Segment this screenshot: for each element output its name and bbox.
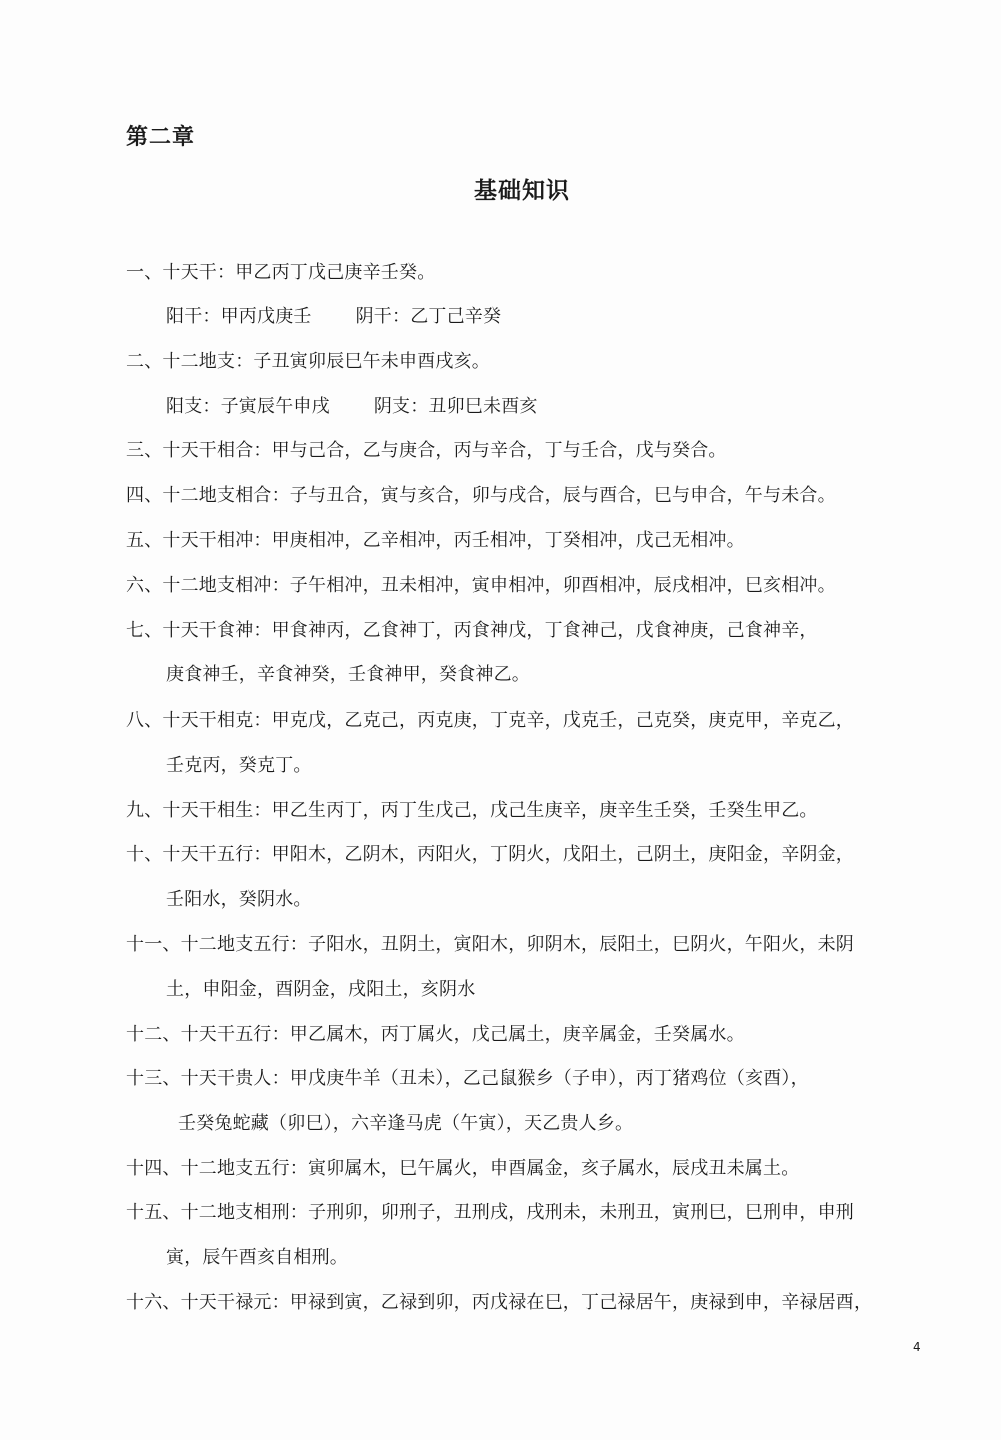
text-line-16: 十一、十二地支五行：子阳水，丑阴土，寅阳木，卯阴木，辰阳土，巳阴火，午阳火，未阴: [126, 934, 854, 955]
text-line-8: 六、十二地支相冲：子午相冲，丑未相冲，寅申相冲，卯酉相冲，辰戌相冲，巳亥相冲。: [126, 575, 836, 596]
text-line-1: 一、十天干：甲乙丙丁戊己庚辛壬癸。: [126, 262, 436, 283]
text-line-17: 土，申阳金，酉阴金，戌阳土，亥阴水: [166, 979, 476, 1000]
text-line-10: 庚食神壬，辛食神癸，壬食神甲，癸食神乙。: [166, 664, 530, 685]
yang-branches: 阳支：子寅辰午申戌: [166, 396, 330, 417]
yin-branches: 阴支：丑卯巳未酉亥: [373, 396, 538, 417]
text-line-14: 十、十天干五行：甲阳木，乙阴木，丙阳火，丁阴火，戊阳土，己阴土，庚阳金，辛阴金，: [126, 844, 854, 865]
text-line-5: 三、十天干相合：甲与己合，乙与庚合，丙与辛合，丁与壬合，戊与癸合。: [126, 440, 727, 461]
text-line-22: 十五、十二地支相刑：子刑卯，卯刑子，丑刑戌，戌刑未，未刑丑，寅刑巳，巳刑申，申刑: [126, 1202, 854, 1223]
text-line-15: 壬阳水，癸阴水。: [166, 889, 312, 910]
text-line-20: 壬癸兔蛇藏（卯巳），六辛逢马虎（午寅），天乙贵人乡。: [178, 1113, 634, 1134]
text-line-2: [166, 302, 501, 328]
text-line-7: 五、十天干相冲：甲庚相冲，乙辛相冲，丙壬相冲，丁癸相冲，戊己无相冲。: [126, 530, 745, 551]
chapter-heading: 第二章: [126, 125, 196, 150]
section-title: 基础知识: [474, 178, 570, 204]
text-line-12: 壬克丙，癸克丁。: [166, 755, 312, 776]
text-line-21: 十四、十二地支五行：寅卯属木，巳午属火，申酉属金，亥子属水，辰戌丑未属土。: [126, 1158, 800, 1179]
text-line-18: 十二、十天干五行：甲乙属木，丙丁属火，戊己属土，庚辛属金，壬癸属水。: [126, 1024, 745, 1045]
text-line-9: 七、十天干食神：甲食神丙，乙食神丁，丙食神戊，丁食神己，戊食神庚，己食神辛，: [126, 620, 818, 641]
text-line-4: [166, 392, 538, 418]
text-line-13: 九、十天干相生：甲乙生丙丁，丙丁生戊己，戊己生庚辛，庚辛生壬癸，壬癸生甲乙。: [126, 800, 818, 821]
text-line-23: 寅，辰午酉亥自相刑。: [166, 1247, 348, 1268]
text-line-24: 十六、十天干禄元：甲禄到寅，乙禄到卯，丙戊禄在巳，丁己禄居午，庚禄到申，辛禄居酉，: [126, 1292, 873, 1313]
text-line-11: 八、十天干相克：甲克戊，乙克己，丙克庚，丁克辛，戊克壬，己克癸，庚克甲，辛克乙，: [126, 710, 854, 731]
yang-stems: 阳干：甲丙戊庚壬: [166, 306, 312, 327]
yin-stems: 阴干：乙丁己辛癸: [355, 306, 502, 327]
page-number: 4: [913, 1340, 921, 1354]
text-line-19: 十三、十天干贵人：甲戊庚牛羊（丑未），乙己鼠猴乡（子申），丙丁猪鸡位（亥酉），: [126, 1068, 809, 1089]
text-line-6: 四、十二地支相合：子与丑合，寅与亥合，卯与戌合，辰与酉合，巳与申合，午与未合。: [126, 485, 836, 506]
text-line-3: 二、十二地支：子丑寅卯辰巳午未申酉戌亥。: [126, 351, 490, 372]
